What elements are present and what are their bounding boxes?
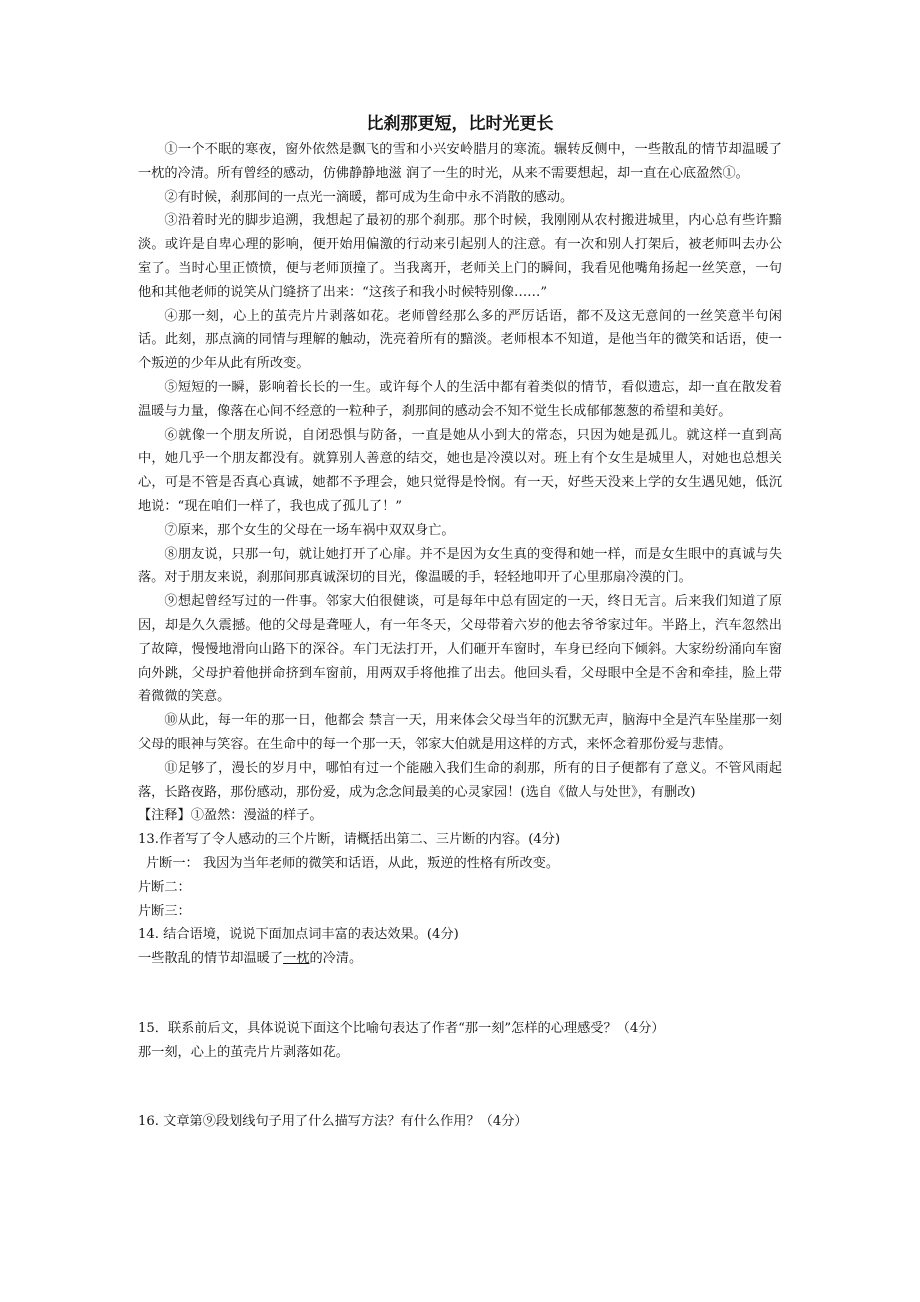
emphasized-word: 一枕 bbox=[283, 951, 310, 967]
question-15-text: 15．联系前后文，具体说说下面这个比喻句表达了作者“那一刻”怎样的心理感受？（4分） bbox=[138, 1020, 665, 1036]
paragraph-3: ③沿着时光的脚步追溯，我想起了最初的那个刹那。那个时候，我刚刚从农村搬进城里，内心总有些许黯淡。或许是自卑心理的影响，便开始用偏激的行动来引起别人的注意。有一次和别人打架后，被老师叫去办公室了。当时心里正愤愤，便与老师顶撞了。当我离开，老师关上门的瞬间，我看见他嘴角扬起一丝笑意，一句他和其他老师的说笑从门缝挤了出来：“这孩子和我小时候特别像……” bbox=[138, 213, 782, 300]
question-14-text: 14. 结合语境，说说下面加点词丰富的表达效果。(4分) bbox=[138, 927, 459, 943]
paragraph-11: ⑪足够了，漫长的岁月中，哪怕有过一个能融入我们生命的刹那，所有的日子便都有了意义。不管风雨起落，长路夜路，那份感动，那份爱，成为念念间最美的心灵家园！(选自《做人与处世》，有删改) bbox=[138, 760, 782, 800]
sentence-pre: 一些散乱的情节却温暖了 bbox=[138, 951, 284, 967]
question-15 bbox=[138, 1017, 782, 1065]
question-16-text: 16. 文章第⑨段划线句子用了什么描写方法？有什么作用？（4分） bbox=[138, 1114, 528, 1130]
paragraph-10: ⑩从此，每一年的那一日，他都会 禁言一天，用来体会父母当年的沉默无声，脑海中全是汽车坠崖那一刻父母的眼神与笑容。在生命中的每一个那一天，邻家大伯就是用这样的方式，来怀念着那份爱与悲情。 bbox=[138, 713, 782, 752]
paragraph-4: ④那一刻，心上的茧壳片片剥落如花。老师曾经那么多的严厉话语，都不及这无意间的一丝笑意半句闲话。此刻，那点滴的同情与理解的触动，洗亮着所有的黯淡。老师根本不知道，是他当年的微笑和话语，使一个叛逆的少年从此有所改变。 bbox=[138, 308, 782, 372]
question-13 bbox=[138, 828, 782, 923]
question-14 bbox=[138, 923, 782, 971]
fragment-3-label: 片断三： bbox=[138, 903, 191, 919]
fragment-2-label: 片断二： bbox=[138, 879, 191, 895]
document-page bbox=[138, 112, 782, 1134]
article-title: 比刹那更短，比时光更长 bbox=[366, 114, 554, 134]
paragraph-6: ⑥就像一个朋友所说，自闭恐惧与防备，一直是她从小到大的常态，只因为她是孤儿。就这样一直到高中，她几乎一个朋友都没有。就算别人善意的结交，她也是冷漠以对。班上有个女生是城里人，对她也总想关心，可是不管是否真心真诚，她都不予理会，她只觉得是怜悯。有一天，好些天没来上学的女生遇见她，低沉地说：“现在咱们一样了，我也成了孤儿了！” bbox=[138, 427, 782, 514]
annotation-note: 【注释】①盈然：漫溢的样子。 bbox=[138, 808, 323, 824]
question-13-text: 13.作者写了令人感动的三个片断，请概括出第二、三片断的内容。(4分) bbox=[138, 832, 561, 848]
paragraph-1: ①一个不眠的寒夜，窗外依然是飘飞的雪和小兴安岭腊月的寒流。辗转反侧中，一些散乱的情节却温暖了一枕的冷清。所有曾经的感动，仿佛静静地滋 润了一生的时光，从来不需要想起，却一直在心底盈然①。 bbox=[138, 142, 782, 181]
question-14-sentence bbox=[138, 947, 782, 971]
question-15-sentence: 那一刻，心上的茧壳片片剥落如花。 bbox=[138, 1044, 349, 1060]
paragraph-8: ⑧朋友说，只那一句，就让她打开了心扉。并不是因为女生真的变得和她一样，而是女生眼中的真诚与失落。对于朋友来说，刹那间那真诚深切的目光，像温暖的手，轻轻地叩开了心里那扇冷漠的门。 bbox=[138, 546, 782, 586]
question-16 bbox=[138, 1110, 782, 1134]
answer-space bbox=[138, 971, 782, 1017]
fragment-1-answer: 片断一： 我因为当年老师的微笑和话语，从此，叛逆的性格有所改变。 bbox=[146, 855, 560, 871]
paragraph-7: ⑦原来，那个女生的父母在一场车祸中双双身亡。 bbox=[164, 522, 455, 538]
paragraph-5: ⑤短短的一瞬，影响着长长的一生。或许每个人的生活中都有着类似的情节，看似遗忘，却一直在散发着温暖与力量，像落在心间不经意的一粒种子，刹那间的感动会不知不觉生长成郁郁葱葱的希望和美好。 bbox=[138, 379, 782, 419]
paragraph-9: ⑨想起曾经写过的一件事。邻家大伯很健谈，可是每年中总有固定的一天，终日无言。后来我们知道了原因，却是久久震撼。他的父母是聋哑人，有一年冬天，父母带着六岁的他去爷爷家过年。半路上，汽车忽然出了故障，慢慢地滑向山路下的深谷。车门无法打开，人们砸开车窗时，车身已经向下倾斜。大家纷纷涌向车窗向外跳，父母护着他拼命挤到车窗前，用两双手将他推了出去。他回头看，父母眼中全是不舍和牵挂，脸上带着微微的笑意。 bbox=[138, 594, 782, 705]
sentence-post: 的冷清。 bbox=[309, 951, 363, 967]
paragraph-2: ②有时候，刹那间的一点光一滴暖，都可成为生命中永不消散的感动。 bbox=[164, 189, 574, 205]
answer-space bbox=[138, 1064, 782, 1110]
article-body bbox=[138, 138, 782, 804]
